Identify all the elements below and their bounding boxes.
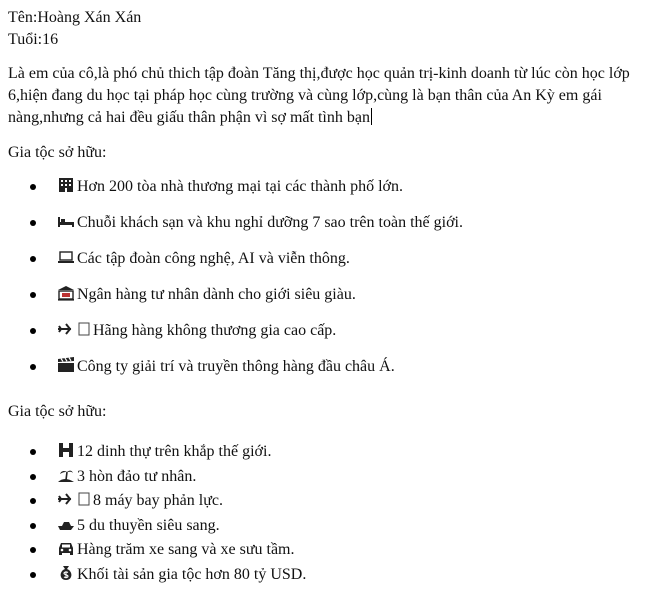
- list-item: [0, 241, 463, 277]
- bed-icon: [57, 213, 75, 229]
- list-item: [0, 489, 306, 514]
- bullet-icon: [30, 256, 36, 262]
- list-item-text: Chuỗi khách sạn và khu nghỉ dưỡng 7 sao trên toàn thế giới.: [77, 214, 463, 231]
- island-icon: [57, 467, 75, 483]
- list-item: [0, 514, 306, 539]
- bullet-icon: [30, 328, 36, 334]
- section-heading-assets: Gia tộc sở hữu:: [8, 403, 107, 420]
- list-item-text: 3 hòn đảo tư nhân.: [77, 467, 197, 485]
- list-item: [0, 465, 306, 490]
- list-item-text: Công ty giải trí và truyền thông hàng đầu châu Á.: [77, 358, 395, 375]
- bullet-icon: [30, 184, 36, 190]
- bullet-icon: [30, 572, 36, 578]
- list-item-text: Hơn 200 tòa nhà thương mại tại các thành phố lớn.: [77, 178, 403, 195]
- bullet-icon: [30, 547, 36, 553]
- list-item-text: Ngân hàng tư nhân dành cho giới siêu giàu.: [77, 286, 356, 303]
- list-item: [0, 440, 306, 465]
- list-item: [0, 169, 463, 205]
- list-item: [0, 563, 306, 588]
- list-item-text: Các tập đoàn công nghệ, AI và viễn thông.: [77, 250, 350, 267]
- office-building-icon: [57, 177, 75, 193]
- bullet-icon: [30, 498, 36, 504]
- list-item: [0, 313, 463, 349]
- list-item-text: 12 dinh thự trên khắp thế giới.: [77, 443, 272, 460]
- hotel-icon: [57, 442, 75, 458]
- airplane-icon: [57, 321, 91, 337]
- list-item: [0, 205, 463, 241]
- list-item-text: 5 du thuyền siêu sang.: [77, 516, 220, 534]
- laptop-icon: [57, 249, 75, 265]
- business-list: [0, 169, 463, 385]
- bullet-icon: [30, 523, 36, 529]
- bullet-icon: [30, 449, 36, 455]
- list-item-text: Hàng trăm xe sang và xe sưu tầm.: [77, 541, 295, 558]
- profile-age: Tuổi:16: [8, 31, 59, 48]
- money-bag-icon: [57, 565, 75, 581]
- airplane-icon: [57, 491, 91, 507]
- profile-name: Tên:Hoàng Xán Xán: [8, 9, 142, 26]
- section-heading-businesses: Gia tộc sở hữu:: [8, 144, 107, 161]
- bullet-icon: [30, 474, 36, 480]
- bullet-icon: [30, 220, 36, 226]
- profile-description-text: Là em của cô,là phó chủ thich tập đoàn Tăng thị,được học quản trị-kinh doanh từ lúc còn học lớp 6,hiện đang du học tại pháp học cùng trường và cùng lớp,cùng là bạn thân của An Kỳ em gái nàng,nhưng cả hai đều giấu thân phận vì sợ mất tình bạn: [8, 65, 630, 126]
- list-item: [0, 349, 463, 385]
- list-item-text: Khối tài sản gia tộc hơn 80 tỷ USD.: [77, 565, 307, 583]
- bullet-icon: [30, 364, 36, 370]
- list-item-text: Hãng hàng không thương gia cao cấp.: [93, 322, 337, 339]
- list-item: [0, 538, 306, 563]
- bank-icon: [57, 285, 75, 301]
- list-item-text: 8 máy bay phản lực.: [93, 492, 223, 509]
- list-item: [0, 277, 463, 313]
- asset-list: [0, 440, 306, 587]
- profile-description[interactable]: [8, 63, 644, 129]
- bullet-icon: [30, 292, 36, 298]
- yacht-icon: [57, 516, 75, 532]
- car-icon: [57, 540, 75, 556]
- clapperboard-icon: [57, 357, 75, 373]
- text-cursor: [371, 108, 372, 125]
